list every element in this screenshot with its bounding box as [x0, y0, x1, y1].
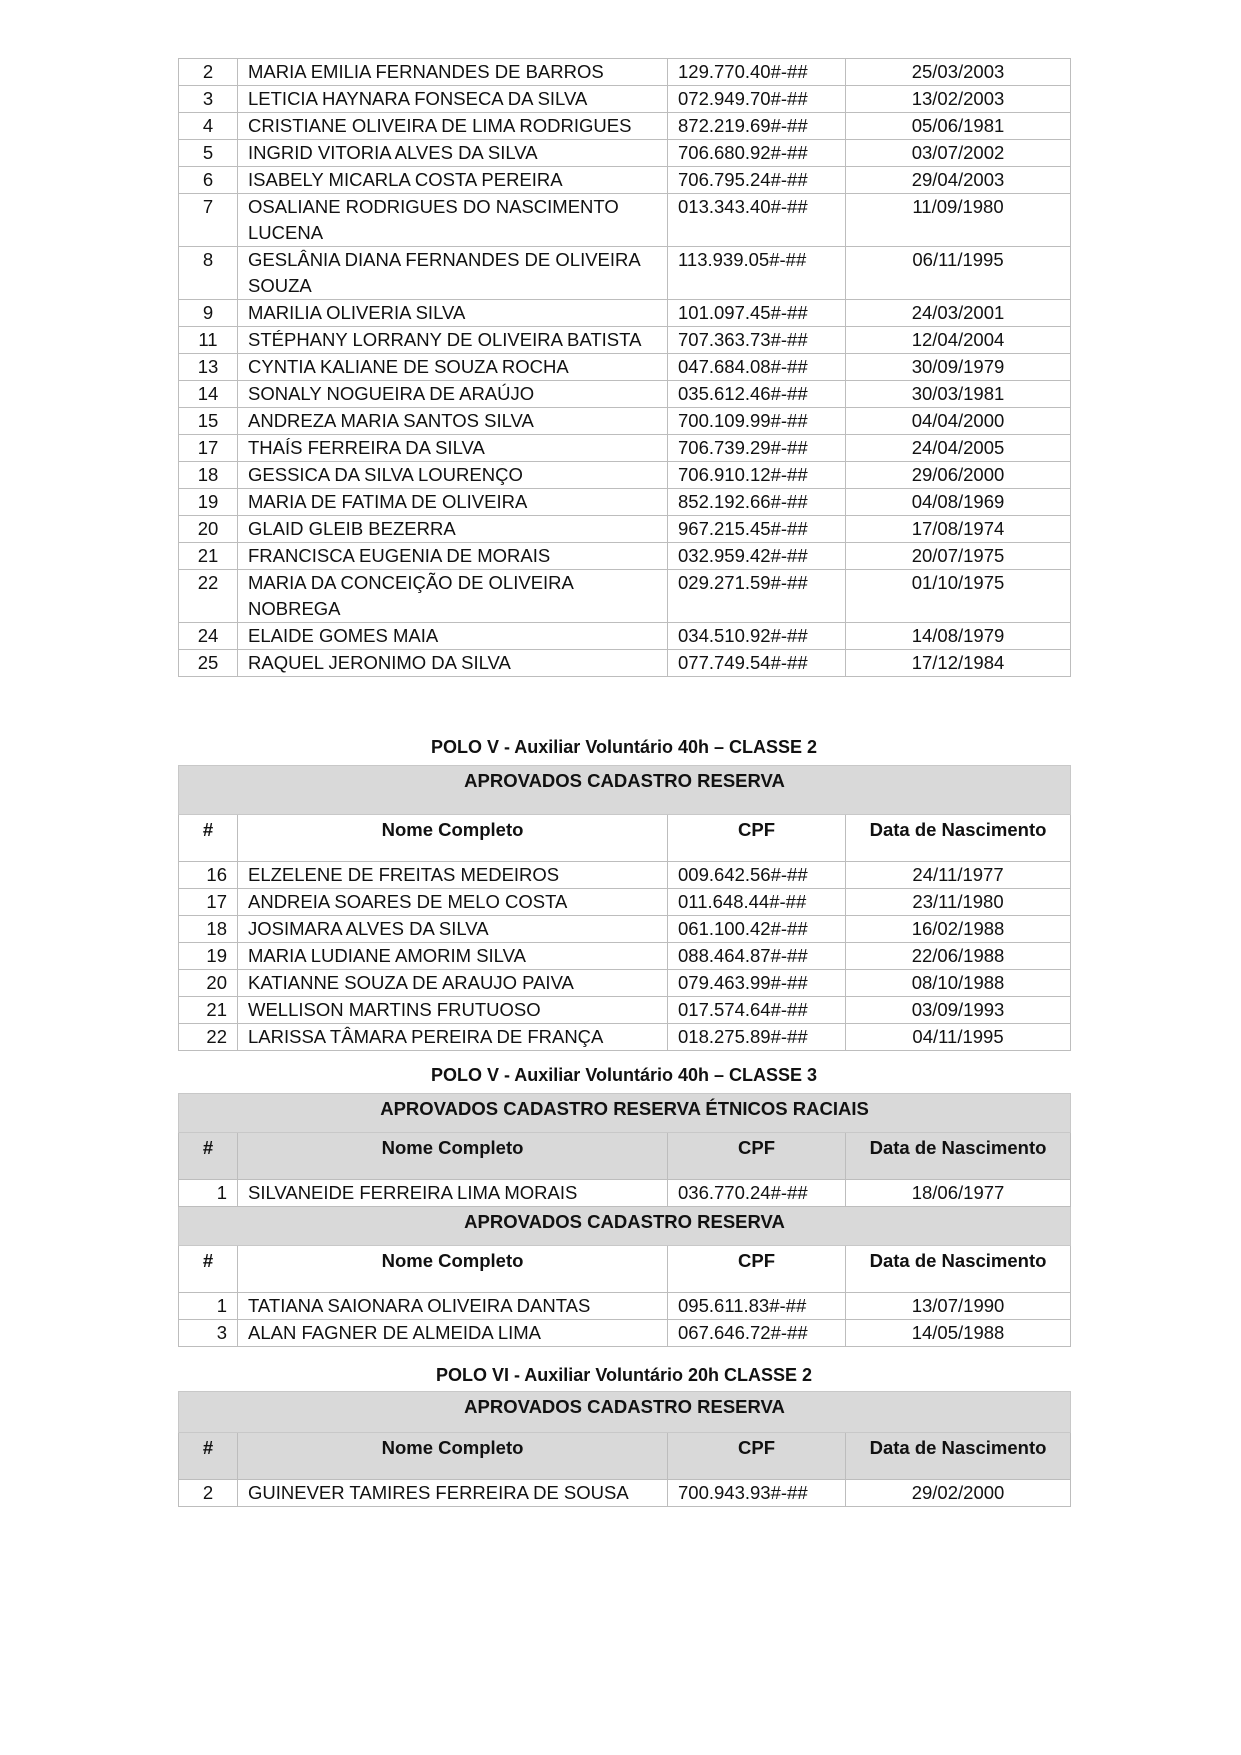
- row-birthdate: 17/08/1974: [846, 516, 1071, 543]
- row-birthdate: 03/07/2002: [846, 140, 1071, 167]
- row-cpf: 035.612.46#-##: [668, 381, 846, 408]
- row-number: 14: [179, 381, 238, 408]
- row-number: 25: [179, 650, 238, 677]
- header-birthdate: Data de Nascimento: [846, 815, 1071, 862]
- row-full-name: SONALY NOGUEIRA DE ARAÚJO: [238, 381, 668, 408]
- row-birthdate: 14/05/1988: [846, 1320, 1071, 1347]
- row-birthdate: 01/10/1975: [846, 570, 1071, 623]
- row-number: 21: [179, 543, 238, 570]
- row-cpf: 700.109.99#-##: [668, 408, 846, 435]
- results-table-body: [179, 59, 1071, 677]
- table-row: [179, 997, 1071, 1024]
- row-birthdate: 29/04/2003: [846, 167, 1071, 194]
- table-banner-row: [179, 766, 1071, 815]
- row-full-name: JOSIMARA ALVES DA SILVA: [238, 916, 668, 943]
- table-row: [179, 247, 1071, 300]
- row-number: 1: [179, 1293, 238, 1320]
- row-cpf: 017.574.64#-##: [668, 997, 846, 1024]
- row-cpf: 706.680.92#-##: [668, 140, 846, 167]
- table-row: [179, 1480, 1071, 1507]
- row-full-name: WELLISON MARTINS FRUTUOSO: [238, 997, 668, 1024]
- row-full-name: OSALIANE RODRIGUES DO NASCIMENTO LUCENA: [238, 194, 668, 247]
- header-name: Nome Completo: [238, 1133, 668, 1180]
- row-cpf: 009.642.56#-##: [668, 862, 846, 889]
- row-cpf: 700.943.93#-##: [668, 1480, 846, 1507]
- row-birthdate: 24/04/2005: [846, 435, 1071, 462]
- row-full-name: MARIA LUDIANE AMORIM SILVA: [238, 943, 668, 970]
- section-title-polo-v-classe-2: POLO V - Auxiliar Voluntário 40h – CLASSE 2: [430, 737, 818, 757]
- row-full-name: ALAN FAGNER DE ALMEIDA LIMA: [238, 1320, 668, 1347]
- row-cpf: 029.271.59#-##: [668, 570, 846, 623]
- table-row: [179, 1180, 1071, 1207]
- row-birthdate: 24/11/1977: [846, 862, 1071, 889]
- row-number: 19: [179, 489, 238, 516]
- row-birthdate: 17/12/1984: [846, 650, 1071, 677]
- row-number: 2: [179, 1480, 238, 1507]
- table-banner-row: [179, 1207, 1071, 1246]
- row-cpf: 067.646.72#-##: [668, 1320, 846, 1347]
- header-number: #: [179, 1246, 238, 1293]
- row-birthdate: 30/09/1979: [846, 354, 1071, 381]
- row-cpf: 032.959.42#-##: [668, 543, 846, 570]
- row-full-name: GESLÂNIA DIANA FERNANDES DE OLIVEIRA SOUZA: [238, 247, 668, 300]
- row-full-name: FRANCISCA EUGENIA DE MORAIS: [238, 543, 668, 570]
- row-number: 13: [179, 354, 238, 381]
- row-cpf: 101.097.45#-##: [668, 300, 846, 327]
- row-full-name: ISABELY MICARLA COSTA PEREIRA: [238, 167, 668, 194]
- row-cpf: 095.611.83#-##: [668, 1293, 846, 1320]
- row-number: 20: [179, 970, 238, 997]
- table-banner-row: [179, 1094, 1071, 1133]
- table-row: [179, 1024, 1071, 1051]
- polo-v-classe-3-table: [178, 1093, 1071, 1347]
- row-number: 18: [179, 916, 238, 943]
- table-row: [179, 623, 1071, 650]
- table-row: [179, 59, 1071, 86]
- row-cpf: 034.510.92#-##: [668, 623, 846, 650]
- table-row: [179, 1320, 1071, 1347]
- row-birthdate: 04/08/1969: [846, 489, 1071, 516]
- row-birthdate: 25/03/2003: [846, 59, 1071, 86]
- row-full-name: TATIANA SAIONARA OLIVEIRA DANTAS: [238, 1293, 668, 1320]
- polo-vi-classe-2-table: [178, 1391, 1071, 1507]
- row-number: 4: [179, 113, 238, 140]
- table-row: [179, 489, 1071, 516]
- table-row: [179, 1293, 1071, 1320]
- row-number: 24: [179, 623, 238, 650]
- row-full-name: INGRID VITORIA ALVES DA SILVA: [238, 140, 668, 167]
- table-row: [179, 435, 1071, 462]
- table-banner: APROVADOS CADASTRO RESERVA: [179, 1392, 1071, 1433]
- row-birthdate: 14/08/1979: [846, 623, 1071, 650]
- row-cpf: 706.739.29#-##: [668, 435, 846, 462]
- row-cpf: 707.363.73#-##: [668, 327, 846, 354]
- polo-v-classe-3-table-body: [179, 1094, 1071, 1347]
- row-full-name: ELAIDE GOMES MAIA: [238, 623, 668, 650]
- row-birthdate: 20/07/1975: [846, 543, 1071, 570]
- row-number: 3: [179, 1320, 238, 1347]
- table-header-row: [179, 815, 1071, 862]
- row-cpf: 706.910.12#-##: [668, 462, 846, 489]
- row-number: 1: [179, 1180, 238, 1207]
- row-number: 6: [179, 167, 238, 194]
- header-name: Nome Completo: [238, 1433, 668, 1480]
- row-number: 11: [179, 327, 238, 354]
- table-header-row: [179, 1433, 1071, 1480]
- table-row: [179, 943, 1071, 970]
- table-row: [179, 650, 1071, 677]
- row-cpf: 113.939.05#-##: [668, 247, 846, 300]
- table-row: [179, 970, 1071, 997]
- header-birthdate: Data de Nascimento: [846, 1133, 1071, 1180]
- row-number: 22: [179, 1024, 238, 1051]
- row-birthdate: 13/02/2003: [846, 86, 1071, 113]
- row-cpf: 088.464.87#-##: [668, 943, 846, 970]
- table-banner: APROVADOS CADASTRO RESERVA ÉTNICOS RACIAIS: [179, 1094, 1071, 1133]
- header-birthdate: Data de Nascimento: [846, 1246, 1071, 1293]
- row-cpf: 072.949.70#-##: [668, 86, 846, 113]
- row-number: 22: [179, 570, 238, 623]
- row-birthdate: 04/04/2000: [846, 408, 1071, 435]
- table-row: [179, 140, 1071, 167]
- row-cpf: 018.275.89#-##: [668, 1024, 846, 1051]
- row-birthdate: 29/06/2000: [846, 462, 1071, 489]
- row-number: 8: [179, 247, 238, 300]
- row-number: 15: [179, 408, 238, 435]
- header-cpf: CPF: [668, 1133, 846, 1180]
- row-birthdate: 29/02/2000: [846, 1480, 1071, 1507]
- row-number: 21: [179, 997, 238, 1024]
- row-full-name: CYNTIA KALIANE DE SOUZA ROCHA: [238, 354, 668, 381]
- row-number: 18: [179, 462, 238, 489]
- row-full-name: MARIA DE FATIMA DE OLIVEIRA: [238, 489, 668, 516]
- table-row: [179, 543, 1071, 570]
- row-number: 5: [179, 140, 238, 167]
- row-full-name: GESSICA DA SILVA LOURENÇO: [238, 462, 668, 489]
- row-full-name: CRISTIANE OLIVEIRA DE LIMA RODRIGUES: [238, 113, 668, 140]
- row-number: 19: [179, 943, 238, 970]
- document-page: [178, 58, 1070, 1507]
- row-full-name: ANDREZA MARIA SANTOS SILVA: [238, 408, 668, 435]
- header-number: #: [179, 1133, 238, 1180]
- table-row: [179, 354, 1071, 381]
- row-birthdate: 06/11/1995: [846, 247, 1071, 300]
- row-full-name: MARIA DA CONCEIÇÃO DE OLIVEIRA NOBREGA: [238, 570, 668, 623]
- row-cpf: 013.343.40#-##: [668, 194, 846, 247]
- row-birthdate: 24/03/2001: [846, 300, 1071, 327]
- row-full-name: MARILIA OLIVERIA SILVA: [238, 300, 668, 327]
- row-full-name: ANDREIA SOARES DE MELO COSTA: [238, 889, 668, 916]
- section-title-polo-vi-classe-2: POLO VI - Auxiliar Voluntário 20h CLASSE 2: [435, 1365, 813, 1385]
- row-full-name: SILVANEIDE FERREIRA LIMA MORAIS: [238, 1180, 668, 1207]
- row-cpf: 852.192.66#-##: [668, 489, 846, 516]
- row-number: 20: [179, 516, 238, 543]
- table-banner-row: [179, 1392, 1071, 1433]
- polo-vi-classe-2-table-body: [179, 1392, 1071, 1507]
- row-number: 9: [179, 300, 238, 327]
- section-title-polo-v-classe-3: POLO V - Auxiliar Voluntário 40h – CLASSE 3: [430, 1065, 818, 1085]
- polo-v-classe-2-table: [178, 765, 1071, 1051]
- row-birthdate: 13/07/1990: [846, 1293, 1071, 1320]
- row-cpf: 061.100.42#-##: [668, 916, 846, 943]
- table-row: [179, 300, 1071, 327]
- row-full-name: GUINEVER TAMIRES FERREIRA DE SOUSA: [238, 1480, 668, 1507]
- row-full-name: MARIA EMILIA FERNANDES DE BARROS: [238, 59, 668, 86]
- row-cpf: 036.770.24#-##: [668, 1180, 846, 1207]
- header-name: Nome Completo: [238, 815, 668, 862]
- row-birthdate: 30/03/1981: [846, 381, 1071, 408]
- table-row: [179, 862, 1071, 889]
- row-cpf: 706.795.24#-##: [668, 167, 846, 194]
- table-row: [179, 327, 1071, 354]
- row-birthdate: 22/06/1988: [846, 943, 1071, 970]
- row-cpf: 077.749.54#-##: [668, 650, 846, 677]
- polo-v-classe-2-table-body: [179, 766, 1071, 1051]
- row-birthdate: 18/06/1977: [846, 1180, 1071, 1207]
- table-row: [179, 889, 1071, 916]
- header-cpf: CPF: [668, 815, 846, 862]
- row-cpf: 872.219.69#-##: [668, 113, 846, 140]
- row-birthdate: 03/09/1993: [846, 997, 1071, 1024]
- row-number: 7: [179, 194, 238, 247]
- row-full-name: ELZELENE DE FREITAS MEDEIROS: [238, 862, 668, 889]
- row-full-name: STÉPHANY LORRANY DE OLIVEIRA BATISTA: [238, 327, 668, 354]
- row-full-name: LARISSA TÂMARA PEREIRA DE FRANÇA: [238, 1024, 668, 1051]
- table-row: [179, 408, 1071, 435]
- row-cpf: 129.770.40#-##: [668, 59, 846, 86]
- row-number: 17: [179, 435, 238, 462]
- row-birthdate: 23/11/1980: [846, 889, 1071, 916]
- row-birthdate: 16/02/1988: [846, 916, 1071, 943]
- header-number: #: [179, 815, 238, 862]
- table-row: [179, 113, 1071, 140]
- row-cpf: 967.215.45#-##: [668, 516, 846, 543]
- table-banner: APROVADOS CADASTRO RESERVA: [179, 766, 1071, 815]
- row-birthdate: 11/09/1980: [846, 194, 1071, 247]
- row-number: 3: [179, 86, 238, 113]
- header-name: Nome Completo: [238, 1246, 668, 1293]
- table-row: [179, 516, 1071, 543]
- row-cpf: 011.648.44#-##: [668, 889, 846, 916]
- header-cpf: CPF: [668, 1433, 846, 1480]
- results-table-continued: [178, 58, 1071, 677]
- table-row: [179, 381, 1071, 408]
- row-full-name: LETICIA HAYNARA FONSECA DA SILVA: [238, 86, 668, 113]
- row-number: 16: [179, 862, 238, 889]
- row-number: 17: [179, 889, 238, 916]
- row-birthdate: 05/06/1981: [846, 113, 1071, 140]
- row-birthdate: 08/10/1988: [846, 970, 1071, 997]
- header-cpf: CPF: [668, 1246, 846, 1293]
- row-cpf: 079.463.99#-##: [668, 970, 846, 997]
- table-row: [179, 570, 1071, 623]
- table-row: [179, 194, 1071, 247]
- row-full-name: THAÍS FERREIRA DA SILVA: [238, 435, 668, 462]
- table-banner: APROVADOS CADASTRO RESERVA: [179, 1207, 1071, 1246]
- row-birthdate: 12/04/2004: [846, 327, 1071, 354]
- table-row: [179, 167, 1071, 194]
- table-header-row: [179, 1246, 1071, 1293]
- row-full-name: KATIANNE SOUZA DE ARAUJO PAIVA: [238, 970, 668, 997]
- table-header-row: [179, 1133, 1071, 1180]
- table-row: [179, 86, 1071, 113]
- row-full-name: RAQUEL JERONIMO DA SILVA: [238, 650, 668, 677]
- row-number: 2: [179, 59, 238, 86]
- header-birthdate: Data de Nascimento: [846, 1433, 1071, 1480]
- header-number: #: [179, 1433, 238, 1480]
- table-row: [179, 916, 1071, 943]
- table-row: [179, 462, 1071, 489]
- row-cpf: 047.684.08#-##: [668, 354, 846, 381]
- row-birthdate: 04/11/1995: [846, 1024, 1071, 1051]
- row-full-name: GLAID GLEIB BEZERRA: [238, 516, 668, 543]
